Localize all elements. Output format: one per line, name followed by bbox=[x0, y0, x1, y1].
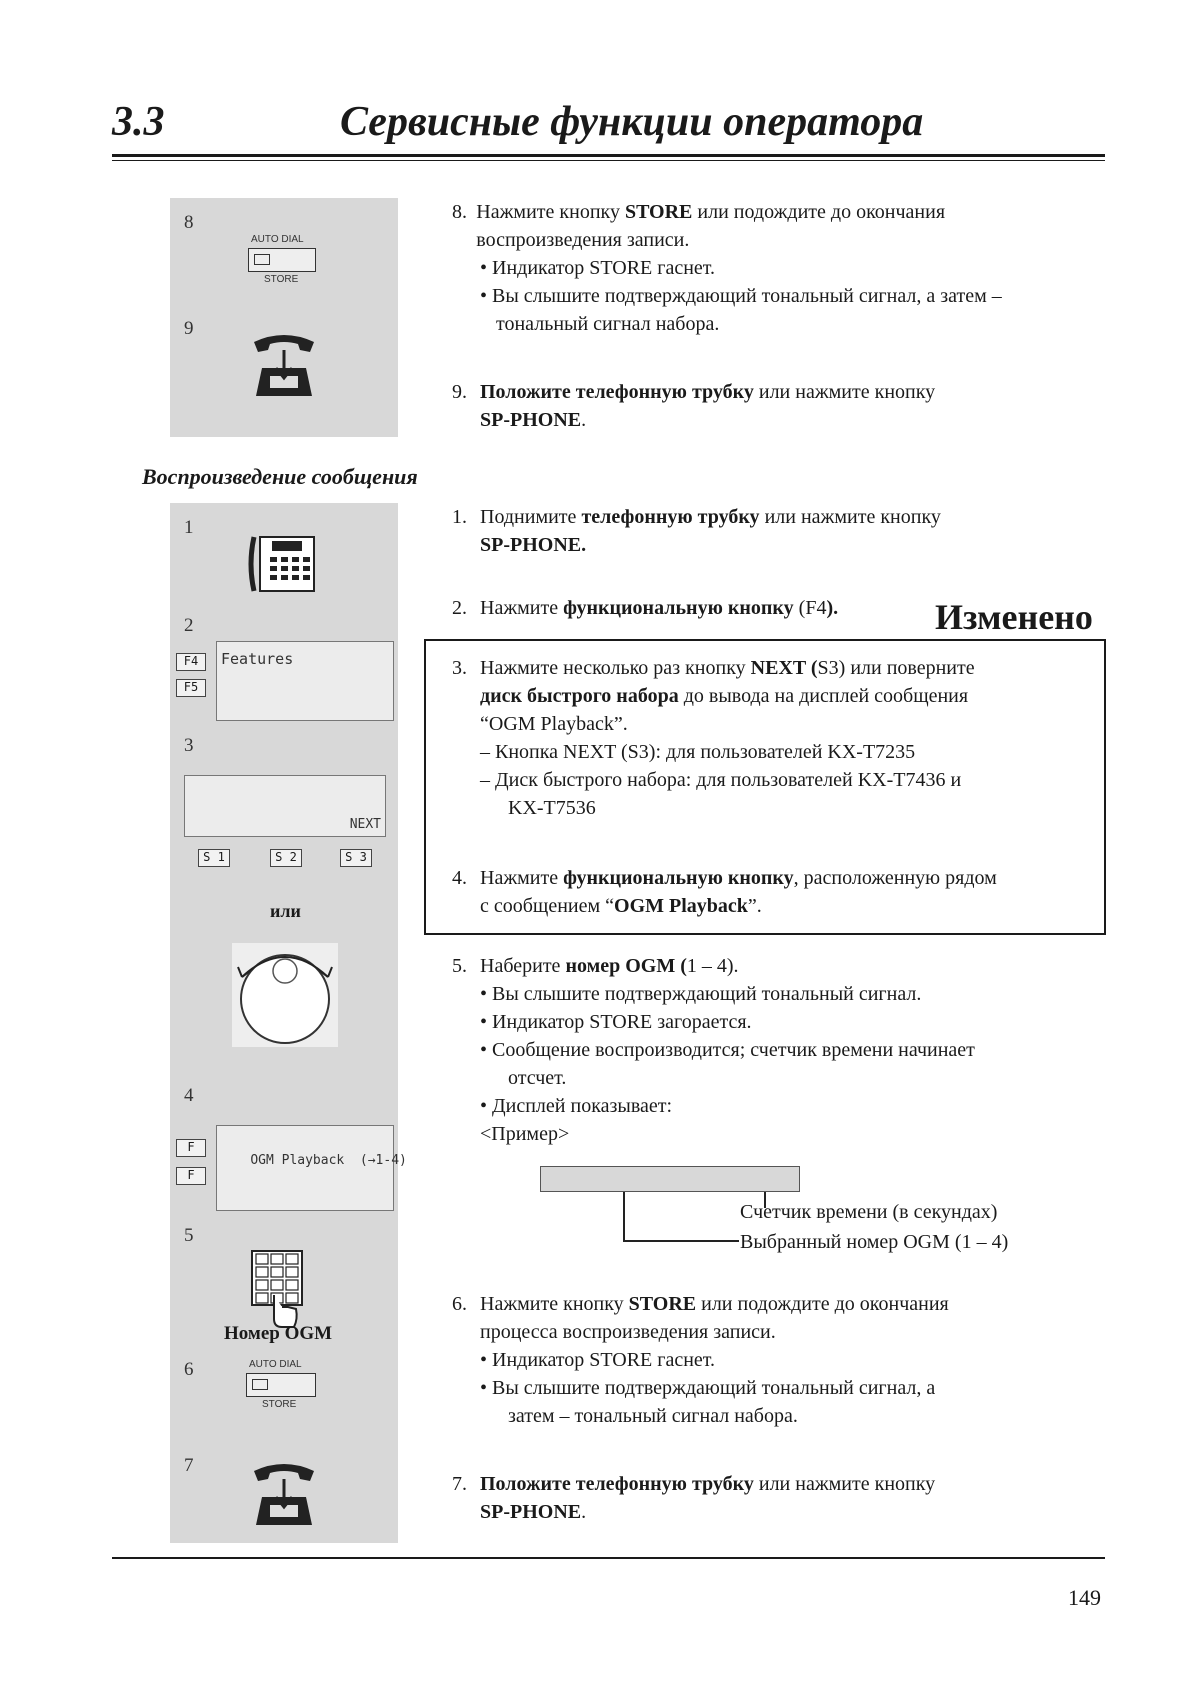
ogm-playback-display: OGM Playback (→1-4) bbox=[216, 1125, 394, 1211]
hang-up-phone-icon bbox=[248, 332, 320, 398]
page-number: 149 bbox=[1068, 1585, 1101, 1610]
ogm-pointer-h bbox=[623, 1240, 739, 1242]
step-1: 1. Поднимите телефонную трубку или нажмите кнопку SP-PHONE. bbox=[452, 506, 941, 556]
panel-step-number: 7 bbox=[184, 1455, 194, 1476]
s2-key[interactable]: S 2 bbox=[270, 849, 302, 867]
f5-key[interactable]: F5 bbox=[176, 679, 206, 697]
panel-step-number: 1 bbox=[184, 517, 194, 538]
section-heading: Воспроизведение сообщения bbox=[142, 464, 418, 489]
changed-label: Изменено bbox=[935, 597, 1093, 637]
ogm-number-label: Номер OGM bbox=[224, 1323, 333, 1344]
panel-step-number: 8 bbox=[184, 212, 194, 233]
panel-step-number: 5 bbox=[184, 1225, 194, 1246]
step-2: 2. Нажмите функциональную кнопку (F4). bbox=[452, 597, 839, 619]
panel-step-number: 6 bbox=[184, 1359, 194, 1380]
dial-pad-icon[interactable] bbox=[248, 1249, 306, 1329]
footer-rule bbox=[112, 1557, 1105, 1559]
hang-up-phone-icon bbox=[248, 1461, 320, 1527]
f4-key[interactable]: F4 bbox=[176, 653, 206, 671]
header-rule bbox=[112, 154, 1105, 157]
timer-label: Счетчик времени (в секундах) bbox=[740, 1201, 998, 1223]
step-4: 4. Нажмите функциональную кнопку, расположенную рядом с сообщением “OGM Playback”. bbox=[452, 867, 997, 917]
panel-step-number: 4 bbox=[184, 1085, 194, 1106]
main-illustration-panel bbox=[170, 503, 407, 1543]
f-key[interactable]: F bbox=[176, 1139, 206, 1157]
panel-step-number: 9 bbox=[184, 318, 194, 339]
step-6: 6. Нажмите кнопку STORE или подождите до окончания процесса воспроизведения записи. • Индикатор STORE гаснет. • Вы слышите подтверждающий тональный сигнал, а затем – тональный сигнал набора. bbox=[452, 1293, 949, 1427]
top-illustration-panel bbox=[170, 198, 398, 437]
panel-step-number: 3 bbox=[184, 735, 194, 756]
step-8: 8. Нажмите кнопку STORE или подождите до окончания воспроизведения записи. • Индикатор STORE гаснет. • Вы слышите подтверждающий тональный сигнал, а затем – тональный сигнал набора. bbox=[452, 201, 1002, 335]
f-key[interactable]: F bbox=[176, 1167, 206, 1185]
panel-step-number: 2 bbox=[184, 615, 194, 636]
store-button-icon: AUTO DIAL STORE bbox=[248, 234, 318, 290]
page-title: Сервисные функции оператора bbox=[340, 99, 924, 145]
telephone-icon bbox=[246, 533, 320, 595]
example-display bbox=[540, 1166, 800, 1192]
ogm-label: Выбранный номер OGM (1 – 4) bbox=[740, 1231, 1009, 1253]
header-rule-thin bbox=[112, 160, 1105, 161]
store-button-icon[interactable]: AUTO DIAL STORE bbox=[246, 1359, 318, 1415]
ogm-pointer bbox=[623, 1192, 625, 1240]
jog-dial-icon[interactable] bbox=[232, 943, 338, 1047]
features-display: Features bbox=[216, 641, 394, 721]
or-label: или bbox=[270, 901, 301, 921]
step-7: 7. Положите телефонную трубку или нажмите кнопку SP-PHONE. bbox=[452, 1473, 936, 1523]
step-9: 9. Положите телефонную трубку или нажмите кнопку SP-PHONE. bbox=[452, 381, 936, 431]
s3-next-key[interactable]: S 3 bbox=[340, 849, 372, 867]
step-5: 5. Наберите номер OGM (1 – 4). • Вы слышите подтверждающий тональный сигнал. • Индикатор STORE загорается. • Сообщение воспроизводится; счетчик времени начинает отсчет. • Дисплей показывает: <Пример> bbox=[452, 955, 975, 1145]
next-display: NEXT bbox=[184, 775, 386, 837]
s1-key[interactable]: S 1 bbox=[198, 849, 230, 867]
step-3: 3. Нажмите несколько раз кнопку NEXT (S3) или поверните диск быстрого набора до вывода на дисплей сообщения “OGM Playback”. – Кнопка NEXT (S3): для пользователей KX-T7235 – Диск быстрого набора: для пользователей KX-T7436 и KX-T7536 bbox=[452, 657, 975, 819]
section-number: 3.3 bbox=[112, 99, 165, 145]
